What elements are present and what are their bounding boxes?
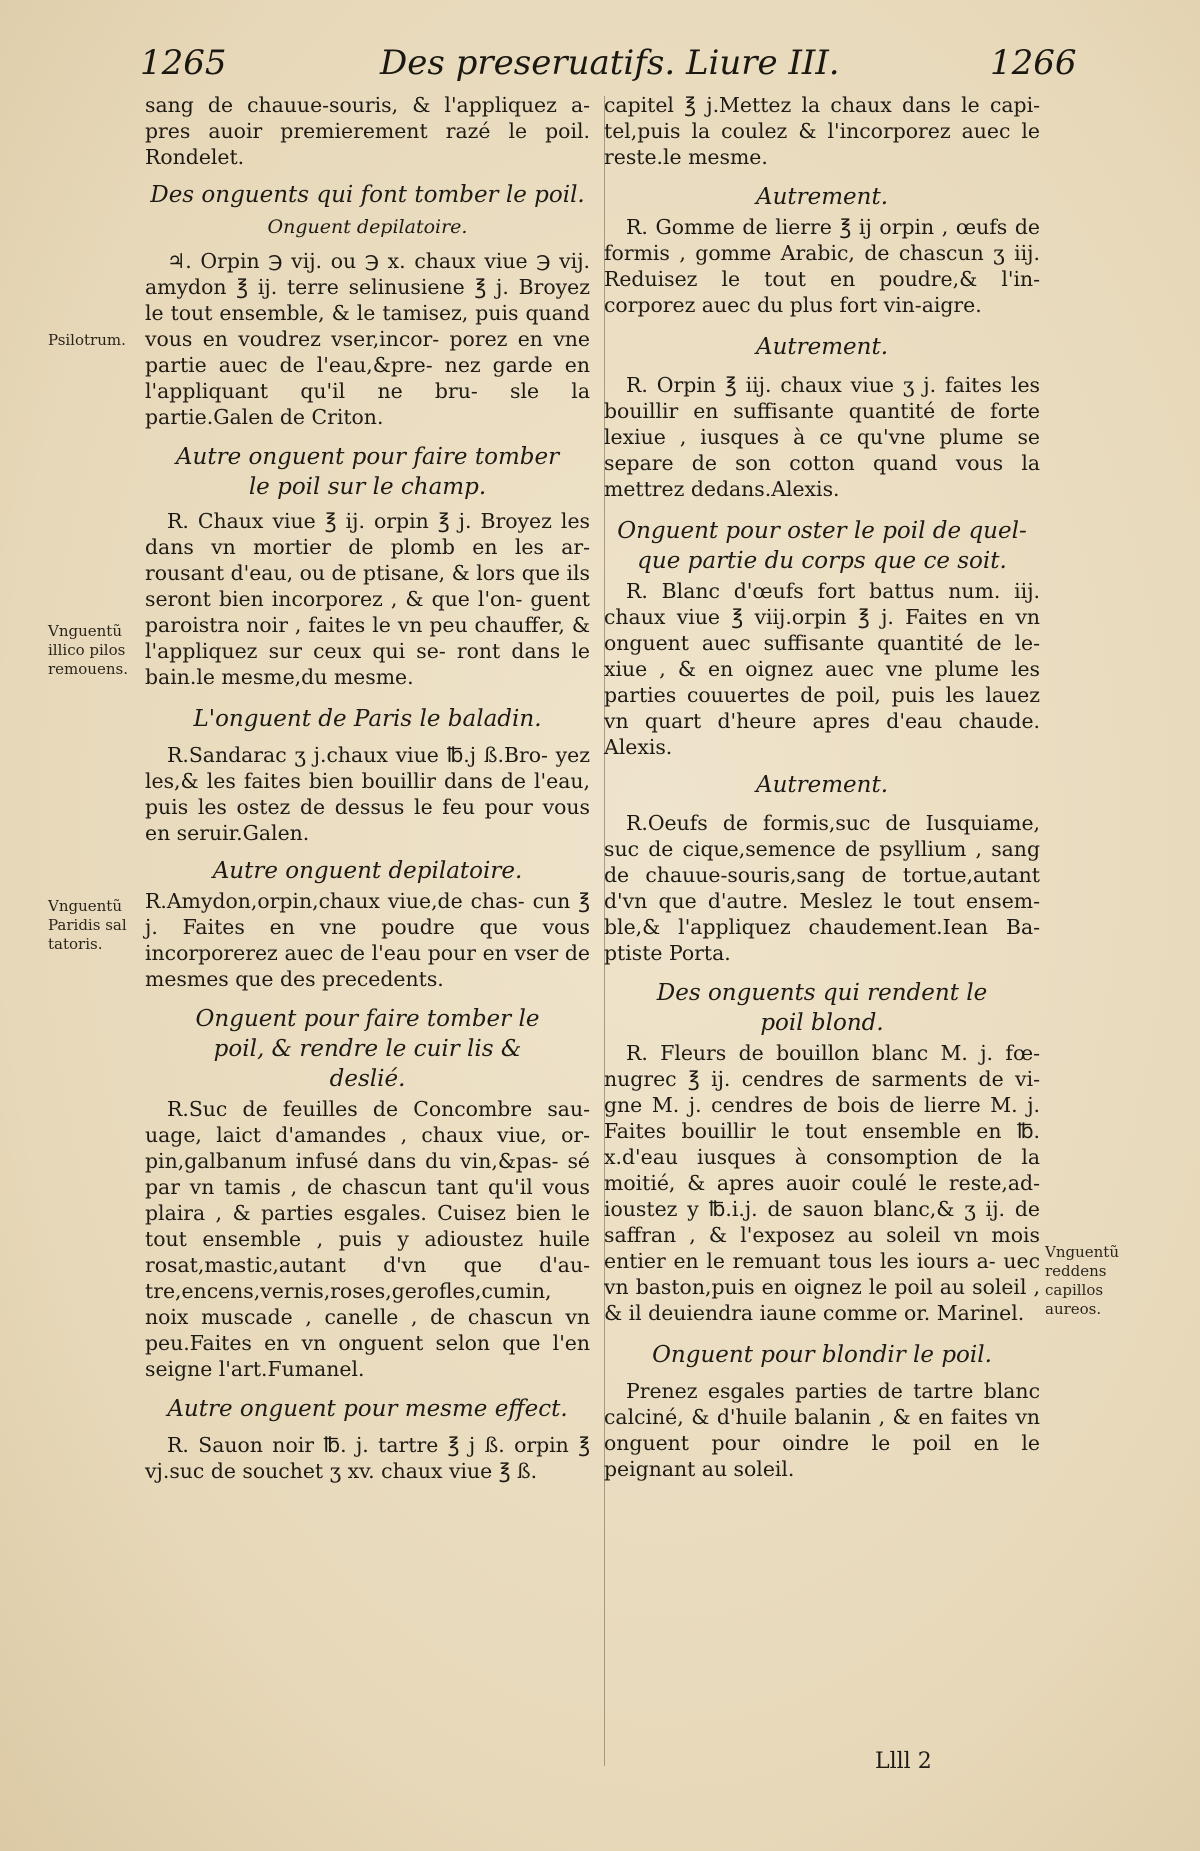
margin-note-reddens: Vnguentũ reddens capillos aureos. xyxy=(1045,1243,1119,1318)
recipe-heading: Autre onguent pour faire tomber le poil sur le champ. xyxy=(175,444,560,500)
margin-note-illico: Vnguentũ illico pilos remouens. xyxy=(48,622,128,678)
paragraph: ♃. Orpin ℈ vij. ou ℈ x. chaux viue ℈ vij. amydon ℥ ij. terre selinusiene ℥ j. Broyez le tout ensemble, & le tamisez, puis quand vous en voudrez vser,incor- porez en vne partie auec de l'eau,&pre- nez garde en l'appliquant qu'il ne bru- sle la partie.Galen de Criton. xyxy=(145,249,590,429)
paragraph: Prenez esgales parties de tartre blanc calciné, & d'huile balanin , & en faites vn onguent pour oindre le poil en le peignant au soleil. xyxy=(604,1379,1040,1481)
paragraph: R. Gomme de lierre ℥ ij orpin , œufs de formis , gomme Arabic, de chascun ʒ iij. Reduisez le tout en poudre,& l'in- corporez auec du plus fort vin-aigre. xyxy=(604,215,1040,317)
recipe-heading: Autrement. xyxy=(755,334,889,360)
recipe-heading: Autre onguent pour mesme effect. xyxy=(167,1396,568,1422)
margin-note-psilotrum: Psilotrum. xyxy=(48,331,126,349)
section-heading: Des onguents qui rendent le poil blond. xyxy=(656,980,988,1036)
recipe-heading: L'onguent de Paris le baladin. xyxy=(193,706,542,732)
recipe-heading: Onguent pour oster le poil de quel- que partie du corps que ce soit. xyxy=(617,518,1027,574)
paragraph: R.Oeufs de formis,suc de Iusquiame, suc de cique,semence de psyllium , sang de chauue-souris,sang de tortue,autant d'vn que d'autre. Meslez le tout ensem- ble,& l'appliquez chaudement.Iean Ba- ptiste Porta. xyxy=(604,811,1040,965)
section-heading: Des onguents qui font tomber le poil. xyxy=(150,182,585,208)
margin-note-paridis: Vnguentũ Paridis sal tatoris. xyxy=(48,897,127,953)
recipe-heading: Onguent depilatoire. xyxy=(267,216,468,238)
recipe-heading: Onguent pour blondir le poil. xyxy=(652,1342,992,1368)
paragraph: R. Chaux viue ℥ ij. orpin ℥ j. Broyez les dans vn mortier de plomb en les ar- rousant d'eau, ou de ptisane, & lors que ils seront bien incorporez , & que l'on- guent paroistra noir , faites le vn peu chauffer, & l'appliquez sur ceux qui se- ront dans le bain.le mesme,du mesme. xyxy=(145,509,590,689)
paragraph: R. Orpin ℥ iij. chaux viue ʒ j. faites les bouillir en suffisante quantité de forte lexiue , iusques à ce qu'vne plume se separe de son cotton quand vous la mettrez dedans.Alexis. xyxy=(604,373,1040,501)
running-title: Des preseruatifs. Liure III. xyxy=(380,43,840,83)
signature-mark: Llll 2 xyxy=(875,1749,932,1774)
paragraph: R.Suc de feuilles de Concombre sau- uage, laict d'amandes , chaux viue, or- pin,galbanum infusé dans du vin,&pas- sé par vn tamis , de chascun tant qu'il vous plaira , & parties esgales. Cuisez bien le tout ensemble , puis y adioustez huile rosat,mastic,autant d'vn que d'au- tre,encens,vernis,roses,gerofles,cumin, noix muscade , canelle , de chascun vn peu.Faites en vn onguent selon que l'en seigne l'art.Fumanel. xyxy=(145,1097,590,1381)
recipe-heading: Autrement. xyxy=(755,772,889,798)
paragraph: R.Amydon,orpin,chaux viue,de chas- cun ℥ j. Faites en vne poudre que vous incorporerez auec de l'eau pour en vser de mesmes que des precedents. xyxy=(145,889,590,991)
recipe-heading: Onguent pour faire tomber le poil, & rendre le cuir lis & deslié. xyxy=(195,1006,540,1092)
recipe-heading: Autre onguent depilatoire. xyxy=(212,858,523,884)
right-column xyxy=(604,92,1040,1482)
paragraph: R. Sauon noir ℔. j. tartre ℥ j ß. orpin ℥ vj.suc de souchet ʒ xv. chaux viue ℥ ß. xyxy=(145,1433,590,1483)
paragraph: R.Sandarac ʒ j.chaux viue ℔.j ß.Bro- yez les,& les faites bien bouillir dans de l'eau, puis les ostez de dessus le feu pour vous en seruir.Galen. xyxy=(145,743,590,845)
paragraph: sang de chauue-souris, & l'appliquez a- pres auoir premierement razé le poil. Rondelet. xyxy=(145,93,590,169)
page-number-left: 1265 xyxy=(140,43,227,83)
paragraph: R. Fleurs de bouillon blanc M. j. fœ- nugrec ℥ ij. cendres de sarments de vi- gne M. j. cendres de bois de lierre M. j. Faites bouillir le tout ensemble en ℔. x.d'eau iusques à consomption de la moitié, & apres auoir coulé le reste,ad- ioustez y ℔.i.j. de sauon blanc,& ʒ ij. de saffran , & l'exposez au soleil vn mois entier en le remuant tous les iours a- uec vn baston,puis en oignez le poil au soleil , & il deuiendra iaune comme or. Marinel. xyxy=(604,1041,1040,1325)
paragraph: R. Blanc d'œufs fort battus num. iij. chaux viue ℥ viij.orpin ℥ j. Faites en vn onguent auec suffisante quantité de le- xiue , & en oignez auec vne plume les parties couuertes de poil, puis les lauez vn quart d'heure apres d'eau chaude. Alexis. xyxy=(604,579,1040,759)
page-number-right: 1266 xyxy=(990,43,1077,83)
paragraph: capitel ℥ j.Mettez la chaux dans le capi- tel,puis la coulez & l'incorporez auec le reste.le mesme. xyxy=(604,93,1040,169)
left-column xyxy=(145,92,590,1484)
recipe-heading: Autrement. xyxy=(755,184,889,210)
